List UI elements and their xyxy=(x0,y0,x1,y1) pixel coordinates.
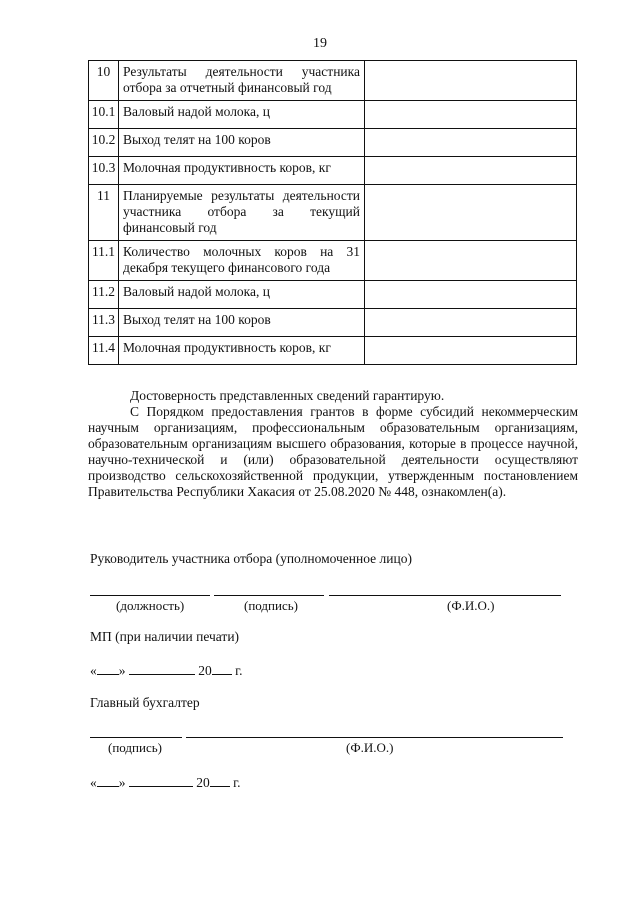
row-label: Результаты деятельности участника отбора за отчетный финансовый год xyxy=(119,61,365,101)
row-label: Выход телят на 100 коров xyxy=(119,309,365,337)
year-prefix: 20 xyxy=(198,663,212,678)
value-cell[interactable] xyxy=(365,241,577,281)
row-number: 11.3 xyxy=(89,309,119,337)
table-row xyxy=(89,61,577,101)
accountant-name-caption: (Ф.И.О.) xyxy=(346,740,394,755)
table-row xyxy=(89,241,577,281)
table-row xyxy=(89,185,577,241)
date-open-quote: « xyxy=(90,663,97,678)
acknowledgement-statement: С Порядком предоставления грантов в форме субсидий некоммерческим научным организациям, профессиональным образовательным организациям, образовательным организациям высшего образования, которые в процессе научной, научно-технической и (или) образовательной деятельности осуществляют производство сельскохозяйственной продукции, утвержденным постановлением Правительства Республики Хакасия от 25.08.2020 № 448, ознакомлен(а). xyxy=(88,404,578,499)
row-number: 11.4 xyxy=(89,337,119,365)
row-label: Валовый надой молока, ц xyxy=(119,281,365,309)
value-cell[interactable] xyxy=(365,185,577,241)
head-signature-title: Руководитель участника отбора (уполномоченное лицо) xyxy=(90,551,412,566)
row-number: 10.1 xyxy=(89,101,119,129)
row-number: 11.2 xyxy=(89,281,119,309)
year-blank[interactable] xyxy=(212,662,232,675)
row-number: 11.1 xyxy=(89,241,119,281)
value-cell[interactable] xyxy=(365,129,577,157)
date-close-quote: » xyxy=(118,663,126,678)
table-row xyxy=(89,101,577,129)
value-cell[interactable] xyxy=(365,101,577,129)
value-cell[interactable] xyxy=(365,61,577,101)
accountant-signature-caption: (подпись) xyxy=(108,740,162,755)
date-open-quote: « xyxy=(90,775,97,790)
name-caption: (Ф.И.О.) xyxy=(447,598,495,613)
year-prefix: 20 xyxy=(196,775,210,790)
name-line[interactable] xyxy=(329,595,561,596)
position-caption: (должность) xyxy=(116,598,185,613)
guarantee-statement: Достоверность представленных сведений гарантирую. xyxy=(130,388,445,403)
row-label: Молочная продуктивность коров, кг xyxy=(119,157,365,185)
value-cell[interactable] xyxy=(365,157,577,185)
signature-line[interactable] xyxy=(214,595,324,596)
value-cell[interactable] xyxy=(365,281,577,309)
year-suffix: г. xyxy=(235,663,243,678)
stamp-note: МП (при наличии печати) xyxy=(90,629,240,644)
table-row xyxy=(89,309,577,337)
row-number: 10.2 xyxy=(89,129,119,157)
accountant-signature-line[interactable] xyxy=(90,737,182,738)
table-row xyxy=(89,281,577,309)
day-blank[interactable] xyxy=(97,662,119,675)
row-label: Валовый надой молока, ц xyxy=(119,101,365,129)
row-label: Молочная продуктивность коров, кг xyxy=(119,337,365,365)
year-blank[interactable] xyxy=(210,774,230,787)
day-blank[interactable] xyxy=(97,774,119,787)
row-number: 10 xyxy=(89,61,119,101)
row-number: 10.3 xyxy=(89,157,119,185)
row-label: Выход телят на 100 коров xyxy=(119,129,365,157)
accountant-date xyxy=(90,774,241,791)
date-close-quote: » xyxy=(118,775,126,790)
table-row xyxy=(89,129,577,157)
table-row xyxy=(89,337,577,365)
value-cell[interactable] xyxy=(365,309,577,337)
position-line[interactable] xyxy=(90,595,210,596)
indicators-table xyxy=(88,60,577,365)
row-number: 11 xyxy=(89,185,119,241)
row-label: Количество молочных коров на 31 декабря текущего финансового года xyxy=(119,241,365,281)
accountant-name-line[interactable] xyxy=(186,737,563,738)
table-row xyxy=(89,157,577,185)
accountant-title: Главный бухгалтер xyxy=(90,695,200,710)
month-blank[interactable] xyxy=(129,774,193,787)
month-blank[interactable] xyxy=(129,662,195,675)
head-date xyxy=(90,662,243,679)
year-suffix: г. xyxy=(233,775,241,790)
statements-block xyxy=(88,388,578,500)
signature-caption: (подпись) xyxy=(244,598,298,613)
page-number: 19 xyxy=(313,36,327,51)
row-label: Планируемые результаты деятельности участника отбора за текущий финансовый год xyxy=(119,185,365,241)
value-cell[interactable] xyxy=(365,337,577,365)
